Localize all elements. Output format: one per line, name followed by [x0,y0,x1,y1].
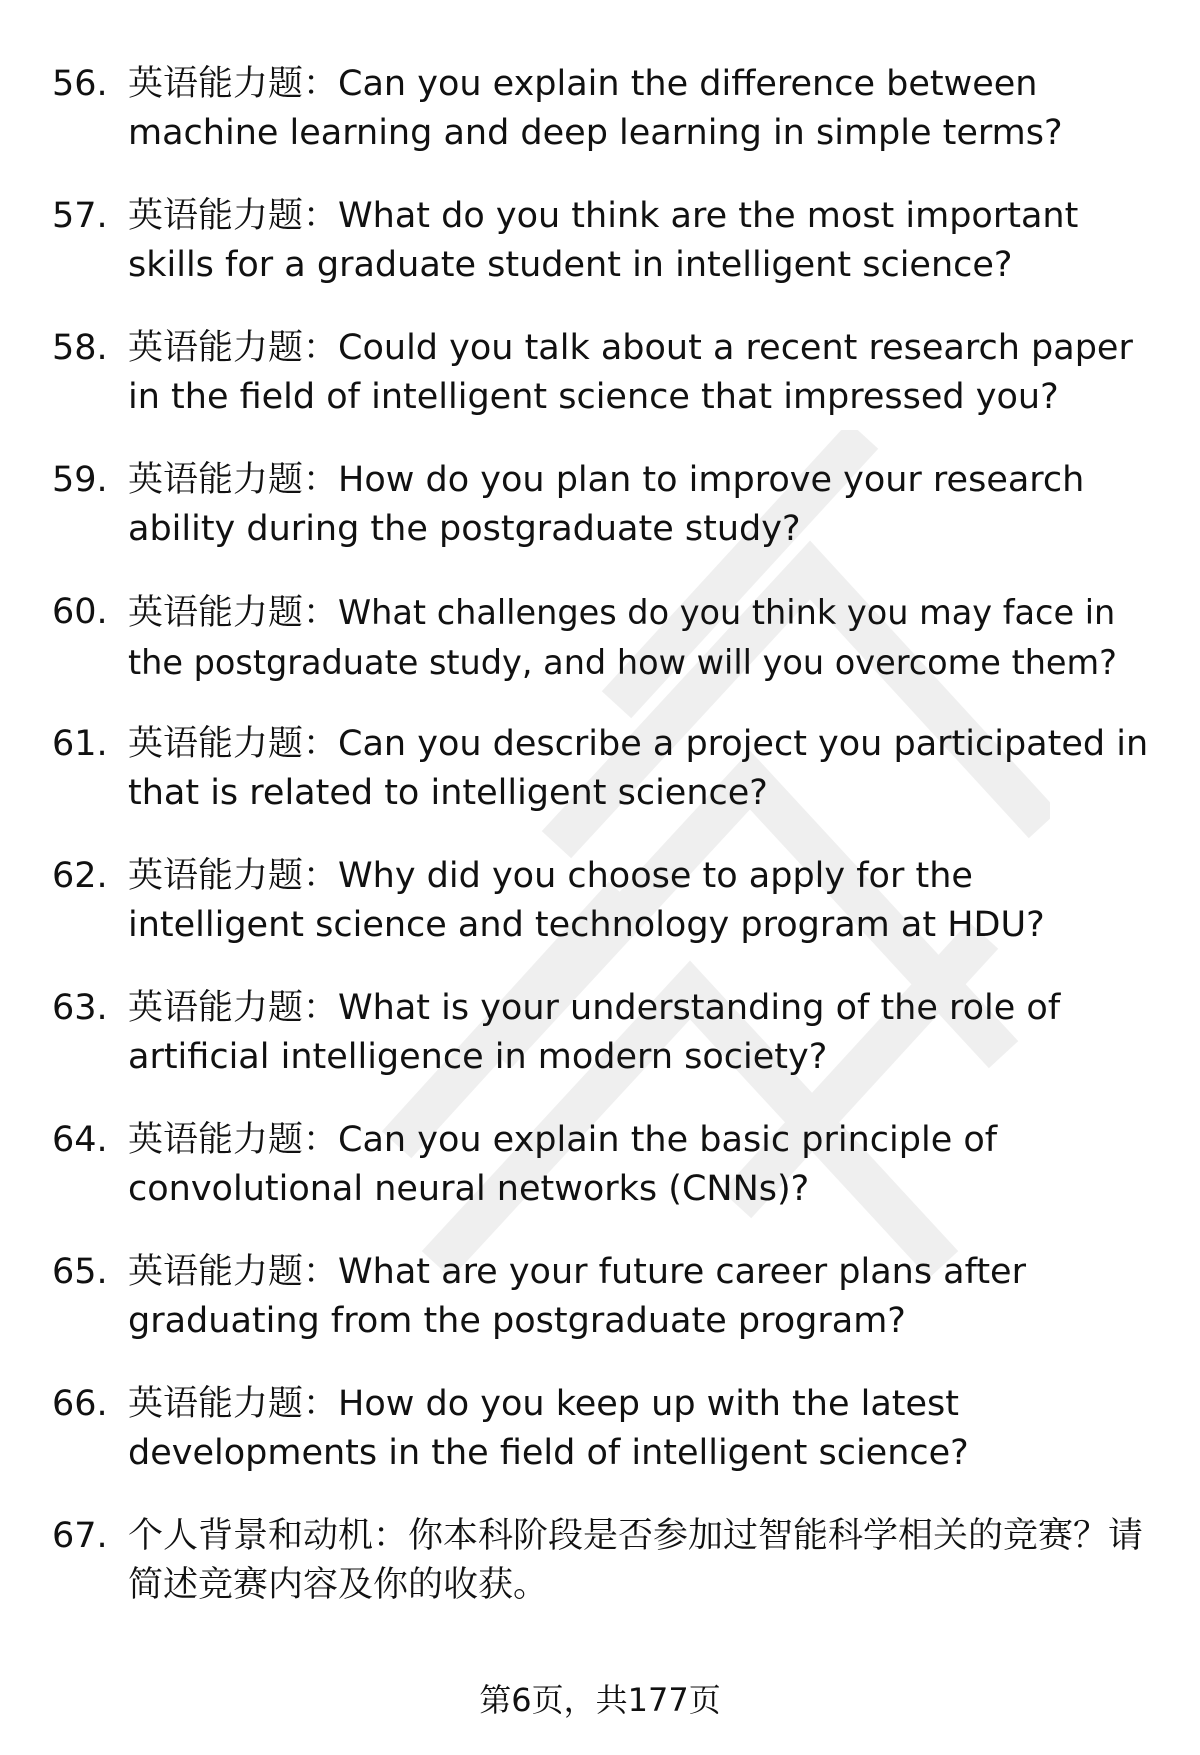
question-item [0,1504,1200,1636]
question-text [128,852,1158,950]
question-category: 英语能力题 [128,1384,304,1424]
question-number: 67. [52,1516,108,1556]
question-number: 64. [52,1120,108,1160]
question-item [0,580,1200,712]
question-category: 英语能力题 [128,196,304,236]
category-separator: ： [303,460,339,500]
question-item [0,448,1200,580]
question-item [0,712,1200,844]
category-separator: ： [373,1516,409,1556]
question-number: 57. [52,196,108,236]
category-separator: ： [303,593,339,633]
question-body: Can you explain the basic principle of convolutional neural networks (CNNs)? [128,1120,998,1209]
category-separator: ： [303,196,339,236]
question-text [128,1116,1158,1214]
question-category: 英语能力题 [128,460,304,500]
category-separator: ： [303,1384,339,1424]
question-number: 63. [52,988,108,1028]
category-separator: ： [303,1252,339,1292]
question-body: Could you talk about a recent research paper in the field of intelligent science that impressed you? [128,328,1133,417]
category-separator: ： [303,1120,339,1160]
question-body: How do you keep up with the latest developments in the field of intelligent science? [128,1384,969,1473]
question-category: 英语能力题 [128,1252,304,1292]
question-body: How do you plan to improve your research ability during the postgraduate study? [128,460,1085,549]
question-text [128,588,1158,688]
question-body: What is your understanding of the role of artificial intelligence in modern society? [128,988,1061,1077]
question-number: 56. [52,64,108,104]
question-body: What are your future career plans after graduating from the postgraduate program? [128,1252,1026,1341]
question-text [128,456,1158,554]
question-body: What do you think are the most important skills for a graduate student in intelligent science? [128,196,1079,285]
question-body: Why did you choose to apply for the intelligent science and technology program at HDU? [128,856,1045,945]
question-category: 英语能力题 [128,1120,304,1160]
question-text [128,720,1158,818]
question-item [0,844,1200,976]
question-number: 58. [52,328,108,368]
question-item [0,976,1200,1108]
question-number: 59. [52,460,108,500]
category-separator: ： [303,724,339,764]
question-item [0,1108,1200,1240]
question-text [128,1248,1158,1346]
question-category: 个人背景和动机 [128,1516,374,1556]
question-category: 英语能力题 [128,856,304,896]
category-separator: ： [303,988,339,1028]
question-text [128,1380,1158,1478]
question-category: 英语能力题 [128,988,304,1028]
question-body: What challenges do you think you may face in the postgraduate study, and how will you overcome them? [128,593,1117,682]
category-separator: ： [303,64,339,104]
question-category: 英语能力题 [128,593,304,633]
question-item [0,184,1200,316]
question-item [0,1372,1200,1504]
question-number: 60. [52,592,108,632]
category-separator: ： [303,328,339,368]
question-text [128,192,1158,290]
category-separator: ： [303,856,339,896]
question-body: Can you explain the difference between machine learning and deep learning in simple terms? [128,64,1063,153]
question-category: 英语能力题 [128,724,304,764]
question-text [128,1512,1158,1610]
question-list [0,52,1200,1636]
question-text [128,984,1158,1082]
question-body: 你本科阶段是否参加过智能科学相关的竞赛？请简述竞赛内容及你的收获。 [128,1516,1144,1605]
question-category: 英语能力题 [128,328,304,368]
question-number: 66. [52,1384,108,1424]
question-body: Can you describe a project you participated in that is related to intelligent science? [128,724,1149,813]
question-item [0,316,1200,448]
question-category: 英语能力题 [128,64,304,104]
question-number: 61. [52,724,108,764]
question-text [128,324,1158,422]
page-number-footer: 第6页，共177页 [479,1681,721,1719]
question-item [0,52,1200,184]
question-number: 62. [52,856,108,896]
question-text [128,60,1158,158]
question-item [0,1240,1200,1372]
question-number: 65. [52,1252,108,1292]
